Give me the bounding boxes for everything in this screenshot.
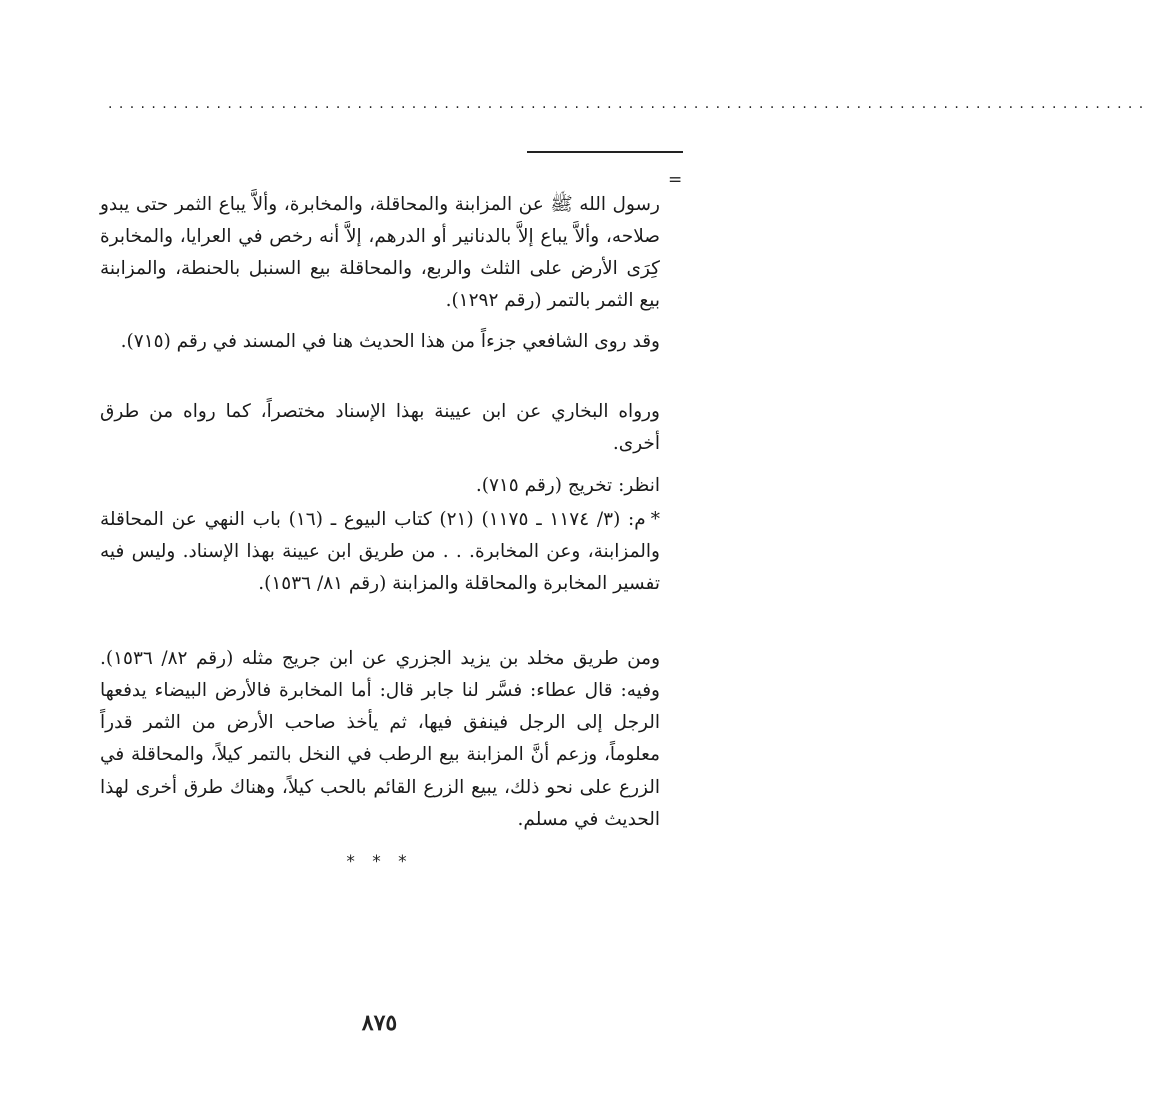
paragraph-muslim-reference <box>100 504 660 601</box>
paragraph-makhlad-route: ومن طريق مخلد بن يزيد الجزري عن ابن جريج مثله (رقم ٨٢/ ١٥٣٦). وفيه: قال عطاء: فسَّر لنا جابر قال: أما المخابرة فالأرض البيضاء يدفعها الرجل إلى الرجل فينفق فيها، ثم يأخذ صاحب الأرض من الثمر قدراً معلوماً، وزعم أنَّ المزابنة بيع الرطب في النخل بالتمر كيلاً، والمحاقلة في الزرع على نحو ذلك، يبيع الزرع القائم بالحب كيلاً، وهناك طرق أخرى لهذا الحديث في مسلم. <box>100 647 660 830</box>
star-icon: * <box>650 508 660 530</box>
page-number: ٨٧٥ <box>361 1010 398 1036</box>
paragraph-shafii: وقد روى الشافعي جزءاً من هذا الحديث هنا في المسند في رقم (٧١٥). <box>120 330 660 352</box>
paragraph-hadith-text: رسول الله ﷺ عن المزابنة والمحاقلة، والمخابرة، وألاَّ يباع الثمر حتى يبدو صلاحه، وألاَّ يباع إلاَّ بالدنانير أو الدرهم، إلاَّ أنه رخص في العرايا، والمخابرة كِرَى الأرض على الثلث والربع، والمحاقلة بيع السنبل بالحنطة، والمزابنة بيع الثمر بالتمر (رقم ١٢٩٢). <box>100 193 660 312</box>
paragraph-see-takhrij: انظر: تخريج (رقم ٧١٥). <box>475 474 660 496</box>
section-separator: * * * <box>346 852 413 872</box>
continuation-mark: = <box>668 170 683 190</box>
header-dotted-line: ................................................................................................ <box>108 96 1150 112</box>
footnote-rule <box>527 151 683 153</box>
muslim-reference-text: م: (٣/ ١١٧٤ ـ ١١٧٥) (٢١) كتاب البيوع ـ (١٦) باب النهي عن المحاقلة والمزابنة، وعن المخابرة. . . من طريق ابن عيينة بهذا الإسناد. وليس فيه تفسير المخابرة والمحاقلة والمزابنة (رقم ٨١/ ١٥٣٦). <box>100 508 660 595</box>
paragraph-bukhari: ورواه البخاري عن ابن عيينة بهذا الإسناد مختصراً، كما رواه من طرق أخرى. <box>100 400 660 454</box>
